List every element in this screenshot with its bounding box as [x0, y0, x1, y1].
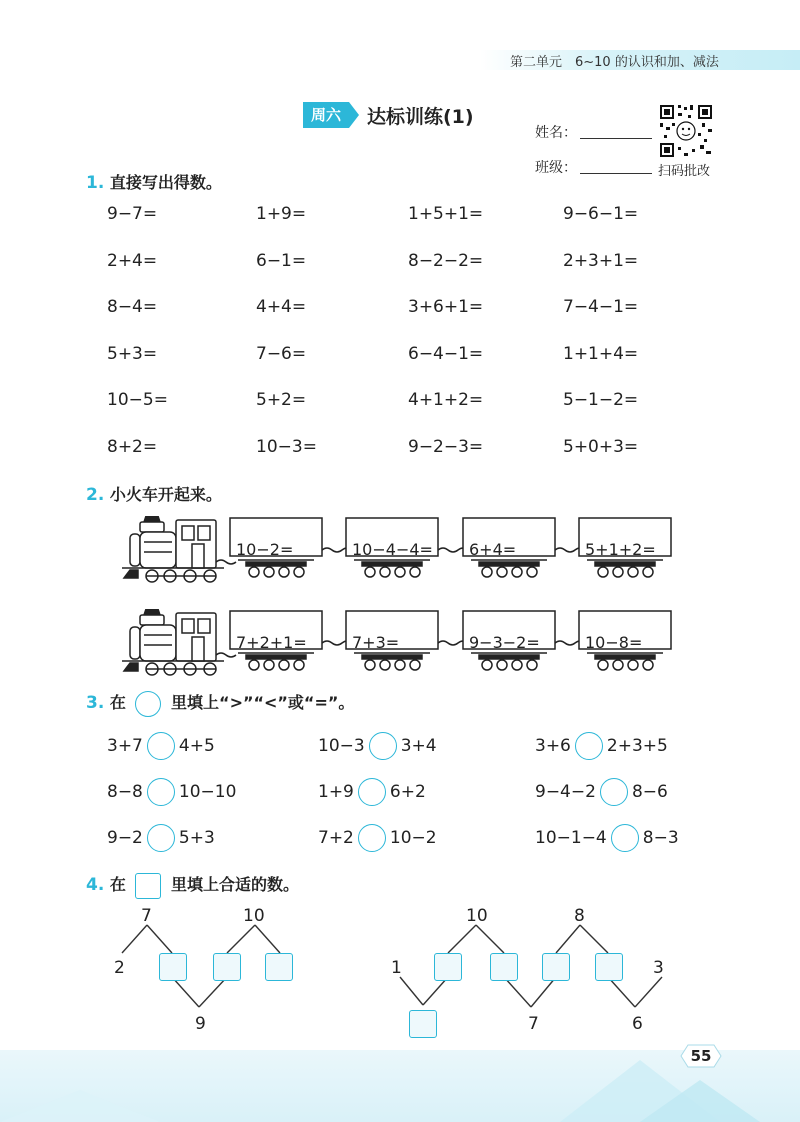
- compare-circle[interactable]: [147, 732, 175, 760]
- q3-right-expression: 10−2: [389, 828, 437, 848]
- q3-left-expression: 7+2: [318, 828, 354, 848]
- q4-right-left: 1: [391, 958, 402, 978]
- wagon-expression[interactable]: 9−3−2=: [469, 633, 540, 652]
- q1-expression[interactable]: 5−1−2=: [563, 390, 639, 410]
- q4-title-post: 里填上合适的数。: [171, 875, 300, 894]
- q2-title: 小火车开起来。: [109, 485, 222, 504]
- q3-comparison: [535, 732, 668, 760]
- compare-circle[interactable]: [575, 732, 603, 760]
- q4-left-top2: 10: [243, 906, 265, 926]
- wagon-expression[interactable]: 5+1+2=: [585, 540, 656, 559]
- q3-left-expression: 8−8: [107, 782, 143, 802]
- q1-number: 1.: [86, 173, 105, 193]
- q4-left-side: 2: [114, 958, 125, 978]
- q1-expression[interactable]: 7−6=: [256, 343, 307, 364]
- compare-circle[interactable]: [147, 824, 175, 852]
- q1-expression[interactable]: 8−4=: [107, 297, 158, 317]
- compare-circle[interactable]: [358, 824, 386, 852]
- q3-comparison: [107, 732, 215, 760]
- q4-heading: [86, 872, 299, 899]
- q4-number: 4.: [86, 875, 105, 895]
- q3-left-expression: 10−3: [318, 736, 365, 756]
- qr-code-icon[interactable]: [658, 103, 714, 159]
- q3-left-expression: 3+6: [535, 736, 571, 756]
- q1-expression[interactable]: 1+5+1=: [408, 204, 484, 224]
- page-number: [680, 1044, 722, 1068]
- q4-right-bottom1: 7: [528, 1014, 539, 1034]
- q3-comparison: [535, 778, 668, 806]
- answer-box[interactable]: [434, 953, 462, 981]
- q1-expression[interactable]: 9−6−1=: [563, 204, 639, 224]
- q3-right-expression: 6+2: [389, 782, 426, 802]
- q1-expression[interactable]: 5+3=: [107, 343, 158, 364]
- q3-right-expression: 4+5: [178, 736, 215, 756]
- class-label: 班级：: [535, 160, 577, 176]
- circle-blank-icon: [135, 691, 161, 717]
- q3-comparison: [318, 824, 437, 852]
- q3-left-expression: 9−4−2: [535, 782, 596, 802]
- locomotive-icon: [122, 609, 224, 675]
- q2-heading: [86, 482, 222, 505]
- q4-left-bottom: 9: [195, 1014, 206, 1034]
- q3-comparison: [107, 824, 215, 852]
- title-text: 达标训练(1): [367, 106, 474, 128]
- q4-right-top1: 10: [466, 906, 488, 926]
- q3-comparison: [318, 778, 426, 806]
- q1-expression[interactable]: 8−2−2=: [408, 250, 484, 271]
- answer-box[interactable]: [595, 953, 623, 981]
- q1-expression[interactable]: 9−7=: [107, 204, 158, 224]
- answer-box[interactable]: [542, 953, 570, 981]
- q3-right-expression: 8−3: [642, 828, 679, 848]
- q4-left-top1: 7: [141, 906, 152, 926]
- q3-left-expression: 3+7: [107, 736, 143, 756]
- q3-right-expression: 8−6: [631, 782, 668, 802]
- q3-title-post: 里填上“>”“<”或“=”。: [171, 693, 355, 712]
- compare-circle[interactable]: [611, 824, 639, 852]
- q3-left-expression: 1+9: [318, 782, 354, 802]
- wagon-expression[interactable]: 10−2=: [236, 540, 294, 559]
- compare-circle[interactable]: [600, 778, 628, 806]
- q1-expression[interactable]: 5+2=: [256, 390, 307, 410]
- name-label: 姓名：: [535, 125, 577, 141]
- q1-expression[interactable]: 4+1+2=: [408, 390, 484, 410]
- q1-expression[interactable]: 3+6+1=: [408, 297, 484, 317]
- q2-number: 2.: [86, 485, 105, 505]
- answer-box[interactable]: [265, 953, 293, 981]
- wagon-expression[interactable]: 10−4−4=: [352, 540, 433, 559]
- compare-circle[interactable]: [147, 778, 175, 806]
- compare-circle[interactable]: [369, 732, 397, 760]
- q1-expression[interactable]: 2+3+1=: [563, 250, 639, 271]
- answer-box[interactable]: [490, 953, 518, 981]
- q3-comparison: [318, 732, 437, 760]
- q1-expression[interactable]: 6−4−1=: [408, 343, 484, 364]
- compare-circle[interactable]: [358, 778, 386, 806]
- q1-expression[interactable]: 6−1=: [256, 250, 307, 271]
- wagon-expression[interactable]: 7+2+1=: [236, 633, 307, 652]
- q3-left-expression: 10−1−4: [535, 828, 607, 848]
- q4-right-side: 3: [653, 958, 664, 978]
- q1-expression[interactable]: 8+2=: [107, 436, 158, 457]
- scan-label: 扫码批改: [658, 164, 711, 179]
- page-header: [0, 44, 800, 74]
- page-number-text: 55: [690, 1047, 712, 1065]
- q1-heading: [86, 170, 222, 193]
- unit-title: 第二单元 6~10 的认识和加、减法: [510, 55, 719, 70]
- answer-box[interactable]: [213, 953, 241, 981]
- locomotive-icon: [122, 516, 224, 582]
- square-blank-icon: [135, 873, 161, 899]
- class-field[interactable]: [580, 159, 652, 174]
- q3-number: 3.: [86, 693, 105, 713]
- q3-comparison: [107, 778, 236, 806]
- q4-title-pre: 在: [109, 875, 126, 894]
- q4-right-bottom2: 6: [632, 1014, 643, 1034]
- q1-title: 直接写出得数。: [109, 173, 222, 192]
- q3-comparison: [535, 824, 679, 852]
- q3-right-expression: 10−10: [178, 782, 237, 802]
- day-tag: 周六: [303, 102, 349, 128]
- q4-right-top2: 8: [574, 906, 585, 926]
- q1-expression[interactable]: 2+4=: [107, 250, 158, 271]
- q3-right-expression: 2+3+5: [606, 736, 668, 756]
- answer-box[interactable]: [409, 1010, 437, 1038]
- q1-expression[interactable]: 10−3=: [256, 436, 317, 457]
- q1-expression[interactable]: 1+1+4=: [563, 343, 639, 364]
- name-field[interactable]: [580, 124, 652, 139]
- q3-left-expression: 9−2: [107, 828, 143, 848]
- q1-expression[interactable]: 1+9=: [256, 204, 307, 224]
- q1-expression[interactable]: 9−2−3=: [408, 436, 484, 457]
- q3-title-pre: 在: [109, 693, 126, 712]
- q3-right-expression: 3+4: [400, 736, 437, 756]
- wagon-expression[interactable]: 7+3=: [352, 633, 400, 652]
- q1-expression[interactable]: 5+0+3=: [563, 436, 639, 457]
- q3-heading: [86, 690, 354, 717]
- q1-expression[interactable]: 10−5=: [107, 390, 168, 410]
- wagon-expression[interactable]: 6+4=: [469, 540, 517, 559]
- q1-expression[interactable]: 7−4−1=: [563, 297, 639, 317]
- q3-right-expression: 5+3: [178, 828, 215, 848]
- wagon-expression[interactable]: 10−8=: [585, 633, 643, 652]
- answer-box[interactable]: [159, 953, 187, 981]
- q1-expression[interactable]: 4+4=: [256, 297, 307, 317]
